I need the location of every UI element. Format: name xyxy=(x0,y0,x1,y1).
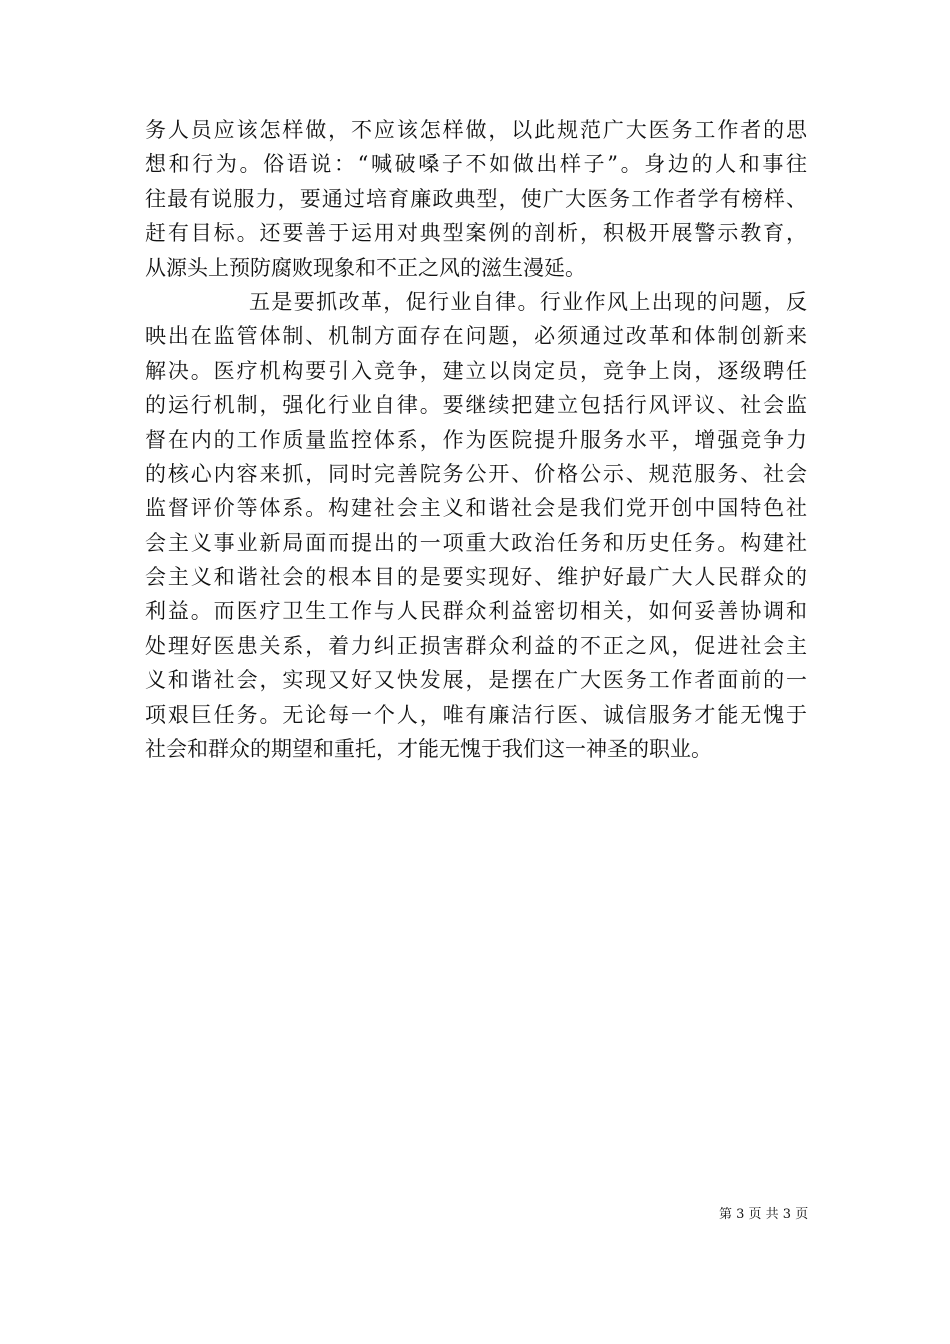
text-line: 会主义事业新局面而提出的一项重大政治任务和历史任务。构建社 xyxy=(145,530,807,555)
text-line: 解决。医疗机构要引入竞争，建立以岗定员，竞争上岗，逐级聘任 xyxy=(145,358,807,383)
text-line: 处理好医患关系，着力纠正损害群众利益的不正之风，促进社会主 xyxy=(145,633,807,658)
text-line: 监督评价等体系。构建社会主义和谐社会是我们党开创中国特色社 xyxy=(145,496,807,521)
text-line: 的核心内容来抓，同时完善院务公开、价格公示、规范服务、社会 xyxy=(145,461,807,486)
paragraph-2 xyxy=(145,285,807,766)
text-line: 务人员应该怎样做，不应该怎样做，以此规范广大医务工作者的思 xyxy=(145,118,807,142)
text-line: 映出在监管体制、机制方面存在问题，必须通过改革和体制创新来 xyxy=(145,324,807,349)
text-line: 赶有目标。还要善于运用对典型案例的剖析，积极开展警示教育， xyxy=(145,221,807,246)
body-text xyxy=(145,113,807,766)
text-line: 想和行为。俗语说：“喊破嗓子不如做出样子”。身边的人和事往 xyxy=(145,152,807,177)
text-line: 的运行机制，强化行业自律。要继续把建立包括行风评议、社会监 xyxy=(145,393,807,418)
text-line: 督在内的工作质量监控体系，作为医院提升服务水平，增强竞争力 xyxy=(145,427,807,452)
paragraph-1 xyxy=(145,113,807,285)
text-line: 会主义和谐社会的根本目的是要实现好、维护好最广大人民群众的 xyxy=(145,565,807,590)
page-number-footer: 第 3 页 共 3 页 xyxy=(719,1207,809,1222)
text-line: 社会和群众的期望和重托，才能无愧于我们这一神圣的职业。 xyxy=(145,737,712,762)
text-line: 往最有说服力，要通过培育廉政典型，使广大医务工作者学有榜样、 xyxy=(145,186,807,211)
text-line: 利益。而医疗卫生工作与人民群众利益密切相关，如何妥善协调和 xyxy=(145,599,807,624)
text-line: 从源头上预防腐败现象和不正之风的滋生漫延。 xyxy=(145,255,586,280)
text-line: 五是要抓改革，促行业自律。行业作风上出现的问题，反 xyxy=(249,289,807,314)
text-line: 义和谐社会，实现又好又快发展，是摆在广大医务工作者面前的一 xyxy=(145,668,807,693)
text-line: 项艰巨任务。无论每一个人，唯有廉洁行医、诚信服务才能无愧于 xyxy=(145,702,807,727)
